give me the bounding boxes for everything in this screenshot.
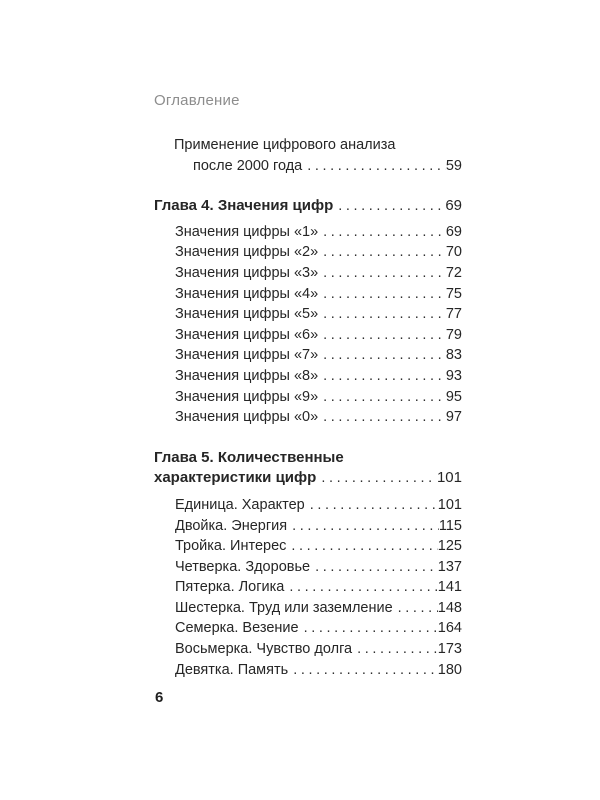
toc-entry-page: 77 <box>445 306 462 323</box>
page-header: Оглавление <box>154 92 240 109</box>
toc-entry-page: 101 <box>437 496 462 513</box>
toc-entry <box>154 345 462 366</box>
dot-leader <box>357 639 438 660</box>
toc-entry <box>154 598 462 619</box>
toc-entry <box>154 135 462 176</box>
toc-entry <box>154 536 462 557</box>
toc-entry-title-continued: после 2000 года <box>193 157 303 174</box>
toc-entry <box>154 304 462 325</box>
toc-entry-page: 125 <box>437 538 462 555</box>
toc-entry-page: 59 <box>445 157 462 174</box>
dot-leader <box>398 598 438 619</box>
toc-entry-title: Значения цифры «0» <box>175 409 319 426</box>
page-number: 6 <box>155 689 164 706</box>
toc-chapter4-entries <box>154 222 462 428</box>
toc-entry <box>154 222 462 243</box>
toc-entry-page: 137 <box>437 558 462 575</box>
dot-leader <box>289 577 437 598</box>
toc-chapter-title-line2 <box>154 468 462 489</box>
toc-entry-title: Значения цифры «8» <box>175 367 319 384</box>
toc-entry <box>154 577 462 598</box>
toc-entry <box>154 557 462 578</box>
toc-entry-page: 173 <box>437 641 462 658</box>
dot-leader <box>323 366 446 387</box>
toc-chapter-heading <box>154 448 462 489</box>
toc-entry-title: Значения цифры «6» <box>175 326 319 343</box>
dot-leader <box>323 284 446 305</box>
toc-entry-page: 141 <box>437 579 462 596</box>
toc-entry-title: Двойка. Энергия <box>175 517 288 534</box>
dot-leader <box>321 468 437 489</box>
toc-entry <box>154 495 462 516</box>
toc-entry-title: Применение цифрового анализа <box>174 137 396 153</box>
toc-entry <box>154 618 462 639</box>
toc-entry-title: Восьмерка. Чувство долга <box>175 641 353 658</box>
toc-entry-title: Семерка. Везение <box>175 620 299 637</box>
dot-leader <box>310 495 438 516</box>
dot-leader <box>292 516 439 537</box>
toc-chapter5-entries <box>154 495 462 680</box>
toc-entry <box>154 639 462 660</box>
toc-entry-page: 83 <box>445 347 462 364</box>
toc-entry <box>154 516 462 537</box>
toc-entry-page: 115 <box>438 517 462 534</box>
toc-entry-title: Четверка. Здоровье <box>175 558 311 575</box>
toc-entry-title: Единица. Характер <box>175 496 305 513</box>
toc-entry-title: Тройка. Интерес <box>175 538 287 555</box>
toc-entry-title: Значения цифры «7» <box>175 347 319 364</box>
dot-leader <box>307 156 446 177</box>
toc-chapter-title: Глава 4. Значения цифр <box>154 197 334 215</box>
toc-entry-page: 148 <box>437 599 462 616</box>
toc-entry-title: Значения цифры «5» <box>175 306 319 323</box>
toc-entry-title: Значения цифры «4» <box>175 285 319 302</box>
dot-leader <box>323 407 446 428</box>
toc-entry-page: 69 <box>445 223 462 240</box>
toc-entry-page: 72 <box>445 264 462 281</box>
toc-entry-page: 164 <box>437 620 462 637</box>
toc-entry-page: 75 <box>445 285 462 302</box>
dot-leader <box>315 557 438 578</box>
dot-leader <box>323 222 446 243</box>
toc-chapter-heading <box>154 196 462 217</box>
toc-entry-title: Значения цифры «2» <box>175 244 319 261</box>
dot-leader <box>293 660 438 681</box>
dot-leader <box>323 345 446 366</box>
toc-entry <box>154 263 462 284</box>
toc-chapter-title-line1 <box>154 448 462 469</box>
toc-entry-page: 97 <box>445 409 462 426</box>
toc-entry-page: 180 <box>437 661 462 678</box>
toc-entry-line2 <box>154 156 462 177</box>
toc-entry <box>154 387 462 408</box>
toc-chapter-page: 101 <box>436 469 462 487</box>
dot-leader <box>304 618 438 639</box>
toc-entry-title: Девятка. Память <box>175 661 289 678</box>
toc-entry <box>154 660 462 681</box>
dot-leader <box>323 387 446 408</box>
toc-entry <box>154 407 462 428</box>
dot-leader <box>323 304 446 325</box>
dot-leader <box>323 263 446 284</box>
toc-entry-page: 93 <box>445 367 462 384</box>
toc-entry-title: Значения цифры «9» <box>175 388 319 405</box>
dot-leader <box>323 325 446 346</box>
dot-leader <box>291 536 437 557</box>
toc-content <box>154 92 462 680</box>
toc-entry <box>154 242 462 263</box>
toc-chapter-title-continued: характеристики цифр <box>154 469 317 487</box>
toc-chapter-page: 69 <box>445 197 462 215</box>
dot-leader <box>338 196 445 217</box>
toc-entry-line1 <box>154 135 462 156</box>
toc-entry <box>154 366 462 387</box>
dot-leader <box>323 242 446 263</box>
toc-entry-title: Значения цифры «3» <box>175 264 319 281</box>
toc-chapter-title: Глава 5. Количественные <box>154 448 344 466</box>
toc-entry-page: 70 <box>445 244 462 261</box>
toc-entry-title: Значения цифры «1» <box>175 223 319 240</box>
toc-entry <box>154 284 462 305</box>
toc-entry-title: Шестерка. Труд или заземление <box>175 599 393 616</box>
toc-entry-page: 79 <box>445 326 462 343</box>
toc-entry-page: 95 <box>445 388 462 405</box>
toc-entry <box>154 325 462 346</box>
toc-entry-title: Пятерка. Логика <box>175 579 285 596</box>
